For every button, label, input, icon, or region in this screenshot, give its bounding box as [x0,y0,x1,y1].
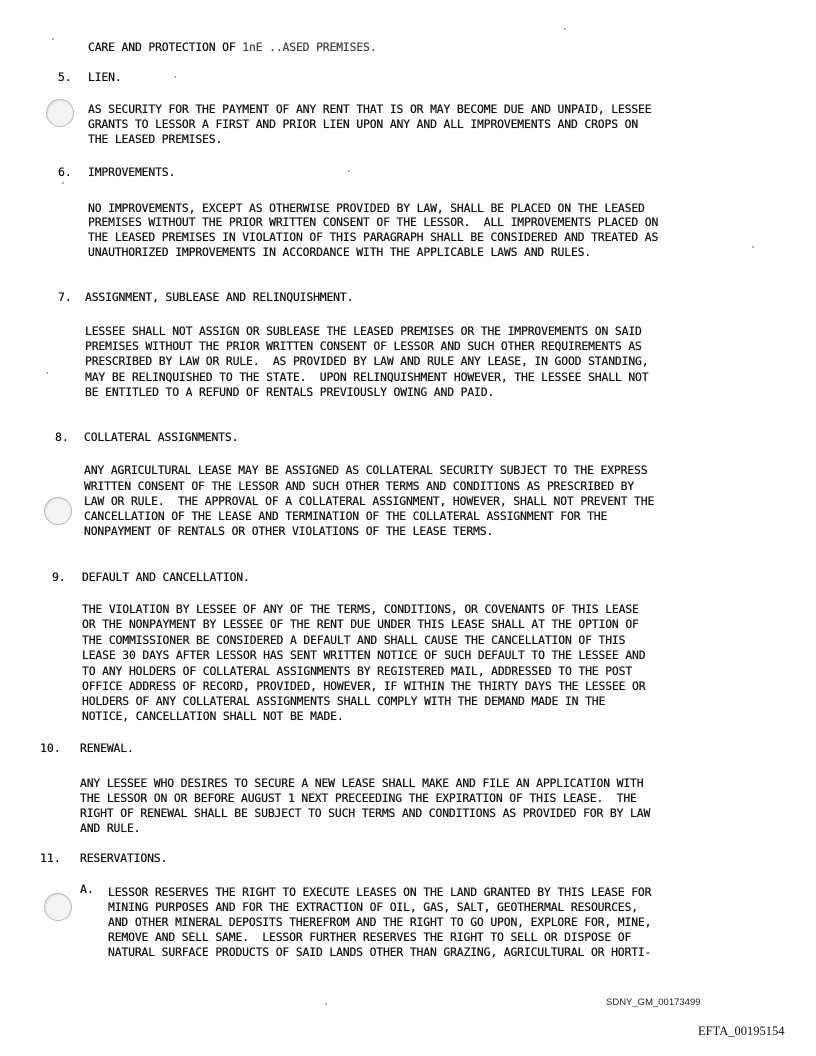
paragraph-line: TO ANY HOLDERS OF COLLATERAL ASSIGNMENTS BY REGISTERED MAIL, ADDRESSED TO THE POST [82,664,633,678]
paragraph-line: PRESCRIBED BY LAW OR RULE. AS PROVIDED BY LAW AND RULE ANY LEASE, IN GOOD STANDING, [85,354,649,368]
scan-speck [46,372,48,374]
hole-punch [44,893,72,921]
paragraph-line: THE LESSOR ON OR BEFORE AUGUST 1 NEXT PRECEEDING THE EXPIRATION OF THIS LEASE. THE [80,791,637,805]
paragraph-line: NO IMPROVEMENTS, EXCEPT AS OTHERWISE PROVIDED BY LAW, SHALL BE PLACED ON THE LEASED [88,201,645,215]
scan-speck [348,170,350,172]
section-number: 9. [52,570,66,584]
paragraph-line: BE ENTITLED TO A REFUND OF RENTALS PREVIOUSLY OWING AND PAID. [85,385,495,399]
paragraph-line: CANCELLATION OF THE LEASE AND TERMINATION OF THE COLLATERAL ASSIGNMENT FOR THE [84,509,608,523]
section-number: 7. [58,290,72,304]
paragraph-line: GRANTS TO LESSOR A FIRST AND PRIOR LIEN UPON ANY AND ALL IMPROVEMENTS AND CROPS ON [88,117,639,131]
paragraph-line: OR THE NONPAYMENT BY LESSEE OF THE RENT DUE UNDER THIS LEASE SHALL AT THE OPTION OF [82,617,639,631]
paragraph-line: PREMISES WITHOUT THE PRIOR WRITTEN CONSENT OF LESSOR AND SUCH OTHER REQUIREMENTS AS [85,339,642,353]
paragraph-line: AND RULE. [80,821,141,835]
bates-number: SDNY_GM_00173499 [606,997,701,1008]
section-heading: IMPROVEMENTS. [88,165,176,179]
section-heading: RESERVATIONS. [80,851,168,865]
paragraph-line: MAY BE RELINQUISHED TO THE STATE. UPON RELINQUISHMENT HOWEVER, THE LESSEE SHALL NOT [85,370,649,384]
paragraph-line: WRITTEN CONSENT OF THE LESSOR AND SUCH OTHER TERMS AND CONDITIONS AS PRESCRIBED BY [84,479,635,493]
top-continuation-line [88,40,376,54]
subsection-line: AND OTHER MINERAL DEPOSITS THEREFROM AND THE RIGHT TO GO UPON, EXPLORE FOR, MINE, [108,915,652,929]
paragraph-line: NONPAYMENT OF RENTALS OR OTHER VIOLATIONS OF THE LEASE TERMS. [84,524,494,538]
section-heading: RENEWAL. [80,741,134,755]
paragraph-line: ANY AGRICULTURAL LEASE MAY BE ASSIGNED AS COLLATERAL SECURITY SUBJECT TO THE EXPRESS [84,463,648,477]
subsection-line: REMOVE AND SELL SAME. LESSOR FURTHER RESERVES THE RIGHT TO SELL OR DISPOSE OF [108,930,632,944]
top-line-damaged-text: 1nE ..ASED PREMISES. [242,40,377,54]
paragraph-line: THE VIOLATION BY LESSEE OF ANY OF THE TERMS, CONDITIONS, OR COVENANTS OF THIS LEASE [82,602,639,616]
section-number: 10. [40,741,61,755]
subsection-label: A. [80,882,94,896]
section-heading: COLLATERAL ASSIGNMENTS. [84,430,239,444]
paragraph-line: AS SECURITY FOR THE PAYMENT OF ANY RENT THAT IS OR MAY BECOME DUE AND UNPAID, LESSEE [88,102,652,116]
paragraph-line: THE LEASED PREMISES IN VIOLATION OF THIS PARAGRAPH SHALL BE CONSIDERED AND TREATED AS [88,230,659,244]
section-heading: ASSIGNMENT, SUBLEASE AND RELINQUISHMENT. [85,290,354,304]
paragraph-line: PREMISES WITHOUT THE PRIOR WRITTEN CONSENT OF THE LESSOR. ALL IMPROVEMENTS PLACED ON [88,215,659,229]
paragraph-line: LAW OR RULE. THE APPROVAL OF A COLLATERAL ASSIGNMENT, HOWEVER, SHALL NOT PREVENT THE [84,494,655,508]
paragraph-line: THE LEASED PREMISES. [88,132,223,146]
paragraph-line: LEASE 30 DAYS AFTER LESSOR HAS SENT WRITTEN NOTICE OF SUCH DEFAULT TO THE LESSEE AND [82,648,646,662]
scan-speck [62,182,64,184]
paragraph-line: UNAUTHORIZED IMPROVEMENTS IN ACCORDANCE WITH THE APPLICABLE LAWS AND RULES. [88,245,592,259]
paragraph-line: NOTICE, CANCELLATION SHALL NOT BE MADE. [82,709,344,723]
top-line-text: CARE AND PROTECTION OF [88,40,243,54]
paragraph-line: ANY LESSEE WHO DESIRES TO SECURE A NEW LEASE SHALL MAKE AND FILE AN APPLICATION WITH [80,776,644,790]
scan-speck [752,246,754,248]
paragraph-line: RIGHT OF RENEWAL SHALL BE SUBJECT TO SUCH TERMS AND CONDITIONS AS PROVIDED FOR BY LAW [80,806,651,820]
scan-speck [174,76,176,78]
section-number: 6. [58,165,72,179]
subsection-line: LESSOR RESERVES THE RIGHT TO EXECUTE LEASES ON THE LAND GRANTED BY THIS LEASE FOR [108,885,652,899]
scan-speck [325,1003,327,1005]
section-number: 11. [40,851,61,865]
subsection-line: MINING PURPOSES AND FOR THE EXTRACTION OF OIL, GAS, SALT, GEOTHERMAL RESOURCES, [108,900,638,914]
subsection-line: NATURAL SURFACE PRODUCTS OF SAID LANDS OTHER THAN GRAZING, AGRICULTURAL OR HORTI- [108,945,652,959]
efta-number: EFTA_00195154 [698,1024,785,1038]
hole-punch [44,497,72,525]
paragraph-line: HOLDERS OF ANY COLLATERAL ASSIGNMENTS SHALL COMPLY WITH THE DEMAND MADE IN THE [82,694,606,708]
scan-speck [564,28,566,30]
paragraph-line: OFFICE ADDRESS OF RECORD, PROVIDED, HOWEVER, IF WITHIN THE THIRTY DAYS THE LESSEE OR [82,679,646,693]
section-number: 5. [58,70,72,84]
scan-speck [52,38,54,40]
paragraph-line: THE COMMISSIONER BE CONSIDERED A DEFAULT AND SHALL CAUSE THE CANCELLATION OF THIS [82,633,626,647]
paragraph-line: LESSEE SHALL NOT ASSIGN OR SUBLEASE THE LEASED PREMISES OR THE IMPROVEMENTS ON SAID [85,324,642,338]
section-heading: LIEN. [88,70,122,84]
section-heading: DEFAULT AND CANCELLATION. [82,570,250,584]
section-number: 8. [55,430,69,444]
hole-punch [46,99,74,127]
